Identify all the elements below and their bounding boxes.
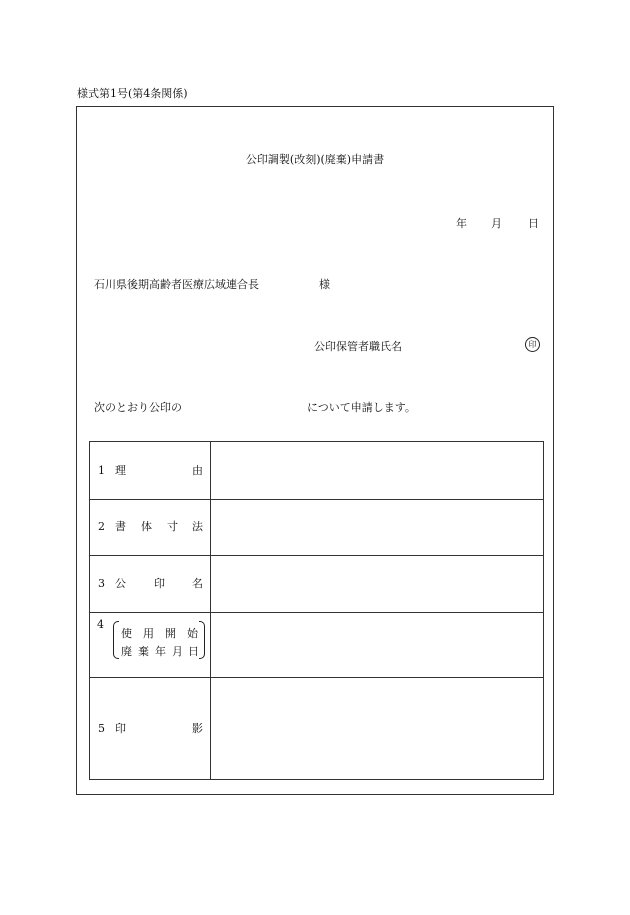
row2-number: 2 [98,520,105,533]
bracket-right [199,621,205,659]
row3-label-char: 公 [115,577,126,590]
font-size-value-cell[interactable] [211,500,543,555]
row1-label-char: 由 [192,464,203,477]
row4-label-char: 用 [143,627,154,640]
row2-label-char: 書 [115,520,126,533]
row5-label-char: 印 [115,722,126,735]
reason-value-cell[interactable] [211,442,543,499]
row4-label-char: 日 [188,645,199,658]
date-day-label: 日 [528,217,539,230]
row2-label-char: 寸 [167,520,178,533]
request-text-before: 次のとおり公印の [94,401,182,414]
row2-label-char: 法 [192,520,203,533]
bracket-left [113,621,119,659]
row3-label-char: 印 [154,577,165,590]
request-text-after: について申請します。 [307,401,416,414]
row5-label-char: 影 [192,722,203,735]
row1-label-char: 理 [115,464,126,477]
date-month-label: 月 [491,217,502,230]
addressee: 石川県後期高齢者医療広域連合長 [94,278,259,291]
row2-label-char: 体 [141,520,152,533]
seal-mark-icon: 印 [525,337,540,352]
row4-label-char: 使 [121,627,132,640]
honorific: 様 [319,278,330,291]
document-title: 公印調製(改刻)(廃棄)申請書 [245,153,385,166]
applicant-label: 公印保管者職氏名 [314,340,402,353]
row4-label-char: 棄 [138,645,149,658]
row4-label-char: 始 [187,627,198,640]
row3-number: 3 [98,577,105,590]
row4-number: 4 [97,618,104,631]
row4-label-char: 廃 [121,645,132,658]
date-year-label: 年 [456,217,467,230]
row1-number: 1 [98,464,105,477]
dates-value-cell[interactable] [211,613,543,677]
form-number: 様式第1号(第4条関係) [77,87,188,100]
row3-label-char: 名 [192,577,203,590]
seal-name-value-cell[interactable] [211,556,543,612]
row4-label-char: 月 [172,645,183,658]
row4-label-char: 開 [165,627,176,640]
seal-impression-value-cell[interactable] [211,678,543,780]
row5-number: 5 [98,722,105,735]
row4-label-char: 年 [155,645,166,658]
items-table [89,441,544,780]
